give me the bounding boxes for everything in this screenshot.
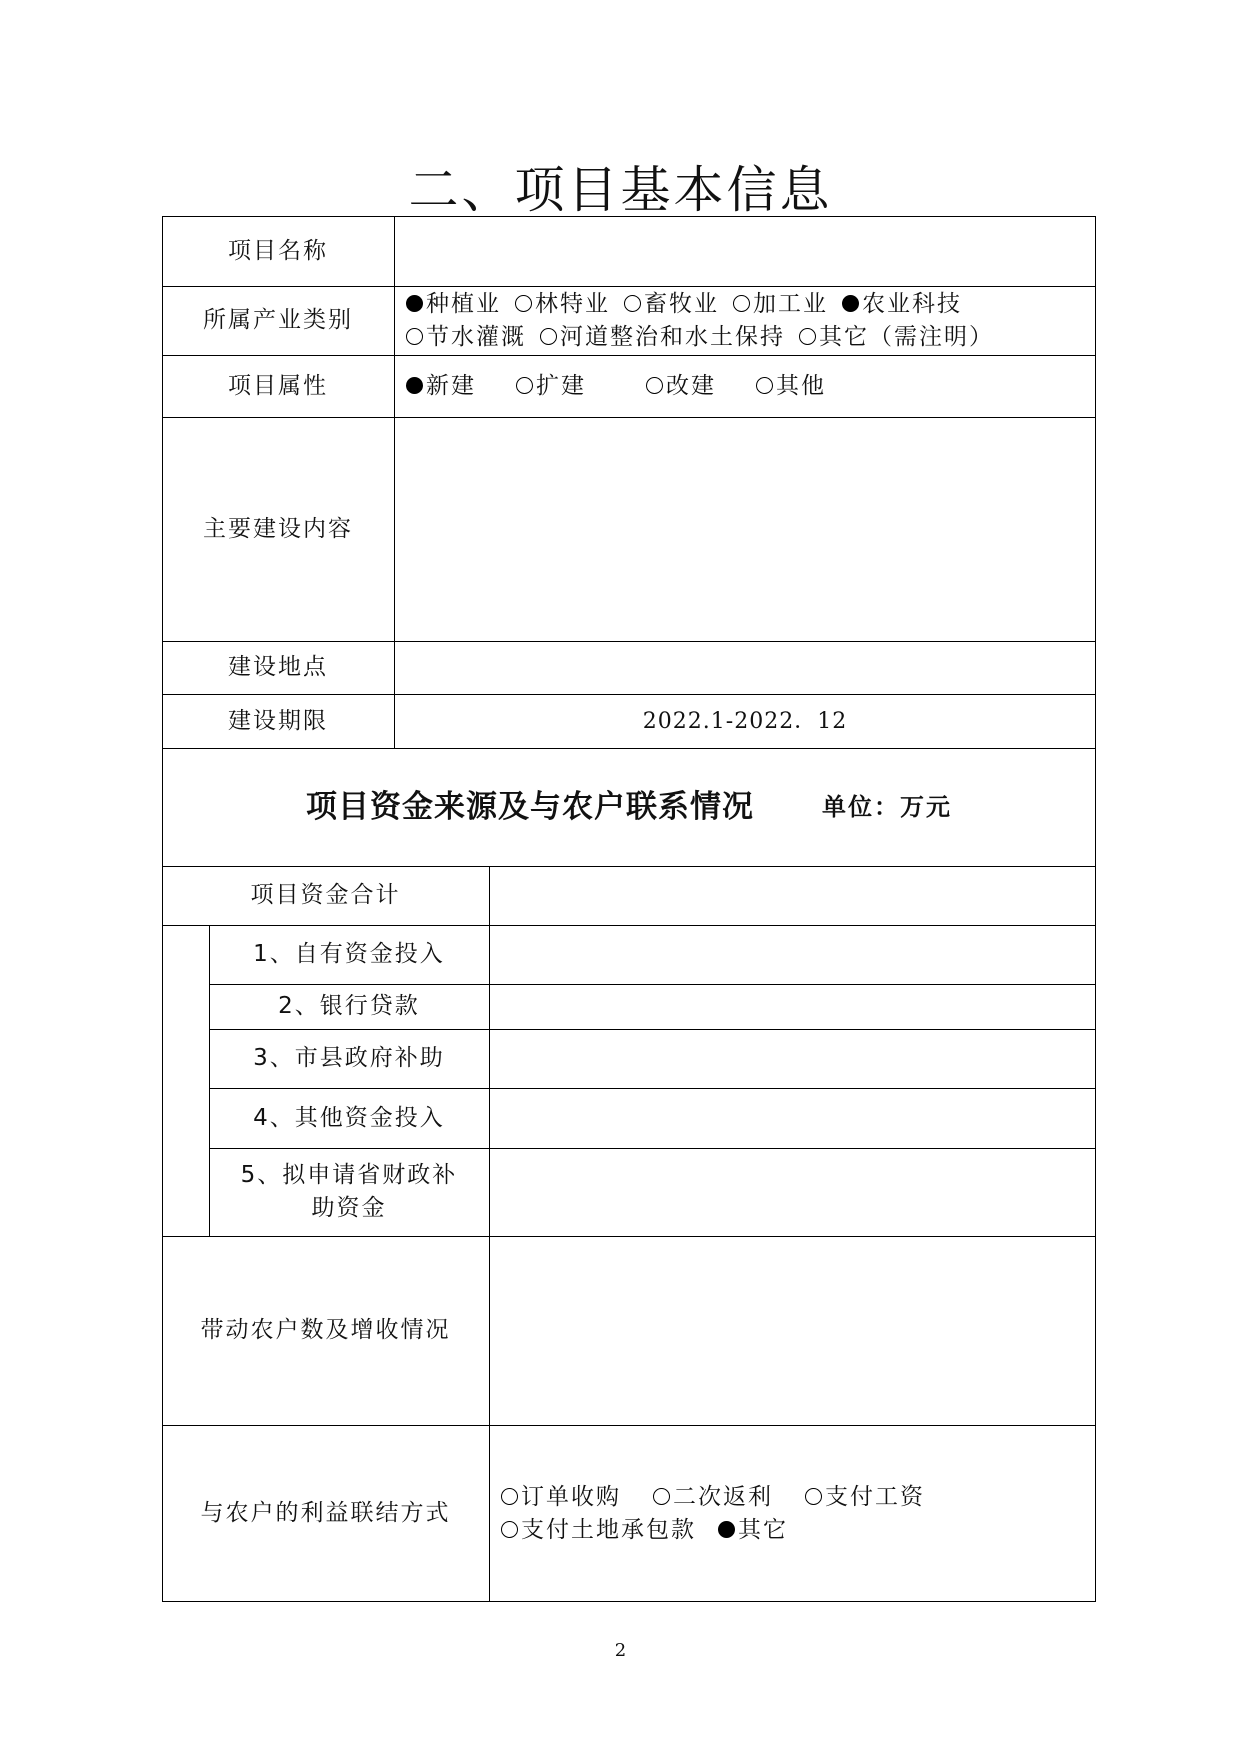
funding-section-header xyxy=(162,748,1096,866)
option-label: 支付工资 xyxy=(825,1483,925,1510)
option-label: 农业科技 xyxy=(862,290,962,317)
circle-icon xyxy=(756,377,773,394)
industry-option-river[interactable] xyxy=(540,321,785,354)
industry-options-line-1 xyxy=(406,288,1008,321)
link-options-line-1 xyxy=(501,1481,939,1514)
industry-option-other[interactable] xyxy=(799,321,994,354)
funding-section-title: 项目资金来源及与农户联系情况 xyxy=(306,788,754,825)
funding-item-bank: 2、银行贷款 xyxy=(278,993,420,1019)
filled-circle-icon xyxy=(842,295,859,312)
option-label: 节水灌溉 xyxy=(426,323,526,350)
circle-icon xyxy=(646,377,663,394)
industry-option-forestry[interactable] xyxy=(515,288,610,321)
funding-item-city: 3、市县政府补助 xyxy=(253,1045,445,1071)
location-value[interactable] xyxy=(394,641,1096,694)
option-label: 二次返利 xyxy=(673,1483,773,1510)
funding-item-city-value[interactable] xyxy=(489,1029,1096,1088)
link-label: 与农户的利益联结方式 xyxy=(200,1500,451,1526)
link-option-land-lease[interactable] xyxy=(501,1514,696,1547)
circle-icon xyxy=(799,328,816,345)
industry-options xyxy=(394,286,1096,355)
link-option-other[interactable] xyxy=(718,1514,788,1547)
link-option-rebate[interactable] xyxy=(653,1481,773,1514)
industry-option-planting[interactable] xyxy=(406,288,501,321)
funding-item-province xyxy=(209,1148,489,1236)
circle-icon xyxy=(516,377,533,394)
option-label: 河道整治和水土保持 xyxy=(560,323,785,350)
project-name-label: 项目名称 xyxy=(228,237,328,264)
industry-option-agritech[interactable] xyxy=(842,288,962,321)
circle-icon xyxy=(501,1488,518,1505)
location-label: 建设地点 xyxy=(228,654,328,680)
option-label: 其他 xyxy=(776,372,826,399)
circle-icon xyxy=(624,295,641,312)
funding-item-other-value[interactable] xyxy=(489,1088,1096,1148)
funding-item-own: 1、自有资金投入 xyxy=(253,941,445,967)
funding-item-bank-value[interactable] xyxy=(489,984,1096,1029)
filled-circle-icon xyxy=(718,1521,735,1538)
circle-icon xyxy=(805,1488,822,1505)
option-label: 新建 xyxy=(426,372,476,399)
main-content-label: 主要建设内容 xyxy=(203,515,353,542)
project-attribute-options xyxy=(394,355,1096,417)
filled-circle-icon xyxy=(406,295,423,312)
circle-icon xyxy=(515,295,532,312)
funding-item-province-value[interactable] xyxy=(489,1148,1096,1236)
attribute-option-rebuild[interactable] xyxy=(646,370,716,403)
funding-total-label: 项目资金合计 xyxy=(250,882,401,908)
filled-circle-icon xyxy=(406,377,423,394)
option-label: 扩建 xyxy=(536,372,586,399)
industry-option-livestock[interactable] xyxy=(624,288,719,321)
circle-icon xyxy=(540,328,557,345)
industry-category-label: 所属产业类别 xyxy=(203,307,353,333)
link-options xyxy=(489,1425,1096,1602)
farmers-value[interactable] xyxy=(489,1236,1096,1425)
industry-option-irrigation[interactable] xyxy=(406,321,526,354)
attribute-option-expand[interactable] xyxy=(516,370,586,403)
main-content-value[interactable] xyxy=(394,417,1096,641)
option-label: 订单收购 xyxy=(521,1483,621,1510)
funding-item-other: 4、其他资金投入 xyxy=(253,1104,445,1131)
link-option-order[interactable] xyxy=(501,1481,621,1514)
industry-option-processing[interactable] xyxy=(733,288,828,321)
option-label: 加工业 xyxy=(753,290,828,317)
option-label: 改建 xyxy=(666,372,716,399)
farmers-label: 带动农户数及增收情况 xyxy=(200,1317,451,1343)
link-options-line-2 xyxy=(501,1514,939,1547)
option-label: 其它（需注明） xyxy=(819,323,994,350)
project-name-value[interactable] xyxy=(394,216,1096,286)
circle-icon xyxy=(501,1521,518,1538)
option-label: 其它 xyxy=(738,1516,788,1543)
period-value: 2022.1-2022．12 xyxy=(642,708,848,734)
option-label: 种植业 xyxy=(426,290,501,317)
link-option-wages[interactable] xyxy=(805,1481,925,1514)
option-label: 林特业 xyxy=(535,290,610,317)
funding-item-province-text: 5、拟申请省财政补助资金 xyxy=(240,1162,458,1221)
funding-item-own-value[interactable] xyxy=(489,925,1096,984)
option-label: 畜牧业 xyxy=(644,290,719,317)
option-label: 支付土地承包款 xyxy=(521,1516,696,1543)
attribute-option-other[interactable] xyxy=(756,370,826,403)
circle-icon xyxy=(653,1488,670,1505)
industry-options-line-2 xyxy=(406,321,1008,354)
funding-total-value[interactable] xyxy=(489,866,1096,925)
project-attribute-label: 项目属性 xyxy=(228,372,328,399)
circle-icon xyxy=(406,328,423,345)
page-title: 二、项目基本信息 xyxy=(408,161,833,219)
page-number: 2 xyxy=(614,1640,627,1661)
attribute-option-new[interactable] xyxy=(406,370,476,403)
circle-icon xyxy=(733,295,750,312)
period-label: 建设期限 xyxy=(228,707,328,734)
funding-unit: 单位：万元 xyxy=(822,792,952,821)
